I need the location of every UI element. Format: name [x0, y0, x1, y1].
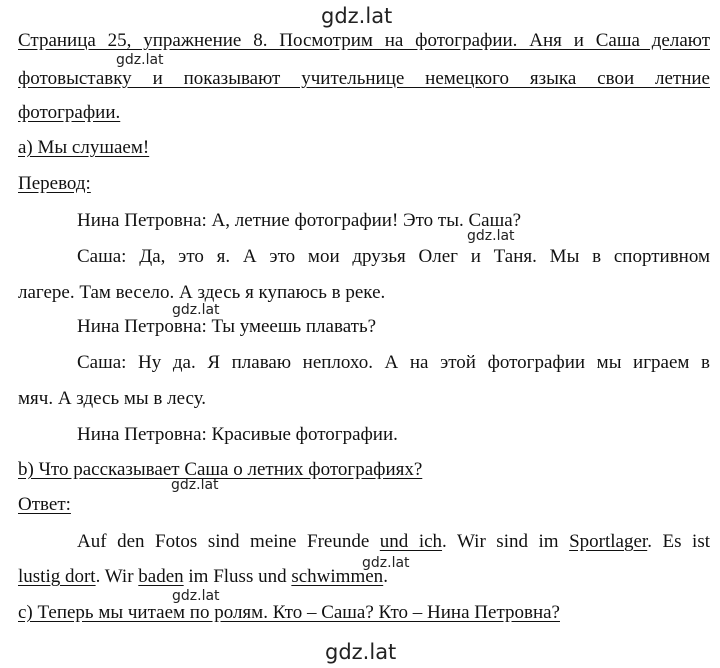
translation-label: Перевод:: [18, 173, 91, 194]
watermark-bottom: gdz.lat: [325, 640, 397, 664]
watermark: gdz.lat: [171, 477, 219, 493]
answer-keyword: lustig dort: [18, 566, 96, 587]
header-line-1: Страница 25, упражнение 8. Посмотрим на фотографии. Аня и Саша делают: [18, 30, 710, 51]
watermark: gdz.lat: [116, 52, 164, 68]
watermark-top: gdz.lat: [321, 4, 393, 28]
header-line-2: фотовыставку и показывают учительнице немецкого языка свои летние: [18, 68, 710, 89]
section-a-heading: а) Мы слушаем!: [18, 137, 150, 158]
watermark: gdz.lat: [172, 588, 220, 604]
answer-text: . Wir: [95, 566, 139, 587]
answer-label: Ответ:: [18, 494, 71, 515]
watermark: gdz.lat: [172, 302, 220, 318]
dialogue-line: мяч. А здесь мы в лесу.: [18, 388, 207, 409]
dialogue-line: Саша: Да, это я. А это мои друзья Олег и Таня. Мы в спортивном: [77, 246, 710, 267]
header-line-3: фотографии.: [18, 102, 121, 123]
answer-keyword: schwimmen: [291, 566, 384, 587]
answer-text: . Wir sind im: [442, 531, 570, 552]
answer-text: .: [383, 566, 388, 587]
answer-keyword: Sportlager: [569, 531, 648, 552]
answer-text: . Es ist: [647, 531, 710, 552]
dialogue-line: лагере. Там весело. А здесь я купаюсь в реке.: [18, 282, 386, 303]
dialogue-line: Нина Петровна: Красивые фотографии.: [77, 424, 398, 445]
watermark: gdz.lat: [362, 555, 410, 571]
answer-keyword: und ich: [379, 531, 443, 552]
answer-text: Auf den Fotos sind meine Freunde: [77, 531, 380, 552]
dialogue-line: Нина Петровна: Ты умеешь плавать?: [77, 316, 377, 337]
watermark: gdz.lat: [467, 228, 515, 244]
dialogue-line: Саша: Ну да. Я плаваю неплохо. А на этой фотографии мы играем в: [77, 352, 710, 373]
answer-line-2: [18, 566, 388, 588]
answer-text: im Fluss und: [183, 566, 292, 587]
answer-line-1: [77, 531, 710, 553]
dialogue-line: Нина Петровна: А, летние фотографии! Это ты. Саша?: [77, 210, 522, 231]
section-b-heading: b) Что рассказывает Саша о летних фотографиях?: [18, 459, 423, 480]
section-c-heading: c) Теперь мы читаем по ролям. Кто – Саша? Кто – Нина Петровна?: [18, 602, 560, 623]
answer-keyword: baden: [138, 566, 184, 587]
